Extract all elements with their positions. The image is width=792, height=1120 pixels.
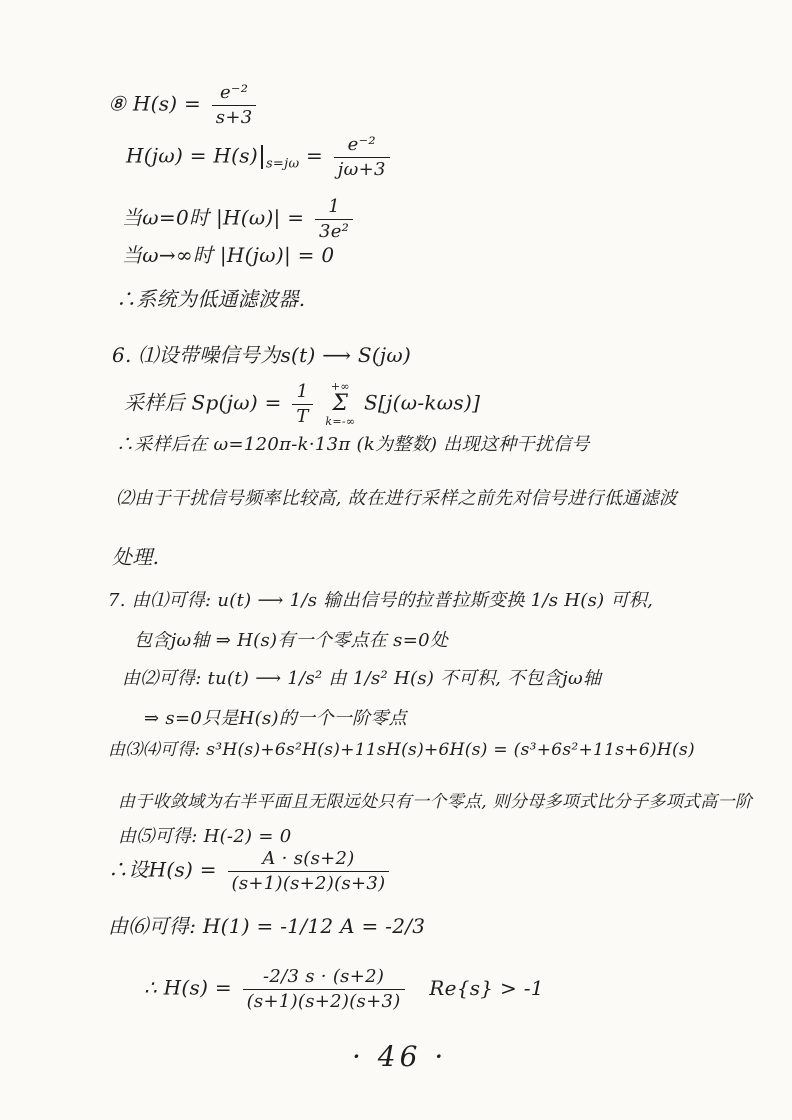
q5-dc-gain-fraction	[315, 196, 353, 242]
q7-final-h-label: ∴ H(s) =	[144, 975, 232, 1000]
q7-step1: 7. 由⑴可得: u(t) ⟶ 1/s 输出信号的拉普拉斯变换 1/s H(s) 可积,	[108, 590, 654, 611]
q7-final-fraction	[243, 966, 405, 1012]
fraction-denominator: s+3	[215, 106, 253, 128]
q6-sampled-spectrum	[124, 380, 480, 428]
q5-h-s-label: ⑧ H(s) =	[108, 91, 202, 116]
evaluation-bar	[261, 145, 263, 169]
summation-symbol: Σ	[332, 391, 349, 417]
fraction-numerator: 1	[292, 381, 312, 405]
fraction-denominator: 3e²	[318, 220, 350, 242]
q5-h-s-fraction	[212, 82, 257, 128]
summation-upper-limit: +∞	[330, 380, 350, 393]
q5-h-jw-fraction	[334, 134, 390, 180]
fraction-numerator: 1	[315, 196, 353, 220]
q6-summation	[325, 380, 355, 428]
evaluation-subscript: s=jω	[265, 156, 300, 172]
summation-lower-limit: k=-∞	[325, 415, 356, 429]
q5-h-jw-label: H(jω) = H(s)	[126, 143, 258, 168]
q7-step3: 由⑶⑷可得: s³H(s)+6s²H(s)+11sH(s)+6H(s) = (s³+6s²+11s+6)H(s)	[108, 740, 695, 760]
q6-sp-label: 采样后 Sp(jω) =	[124, 390, 282, 415]
q7-step5: 由⑸可得: H(-2) = 0	[118, 826, 292, 847]
q6-part2-answer: ⑵由于干扰信号频率比较高, 故在进行采样之前先对信号进行低通滤波	[116, 488, 678, 509]
fraction-numerator: e⁻²	[212, 82, 257, 106]
equals-sign: =	[306, 143, 324, 168]
fraction-denominator: (s+1)(s+2)(s+3)	[246, 990, 401, 1012]
q6-part1-conclusion: ∴采样后在 ω=120π-k·13π (k为整数) 出现这种干扰信号	[116, 434, 590, 455]
fraction-denominator: jω+3	[337, 158, 386, 180]
q6-one-over-t	[292, 381, 312, 427]
q7-step1-result: 包含jω轴 ⇒ H(s)有一个零点在 s=0处	[134, 630, 449, 651]
fraction-denominator: (s+1)(s+2)(s+3)	[231, 872, 386, 894]
q7-step6: 由⑹可得: H(1) = -1/12 A = -2/3	[108, 914, 426, 938]
q6-part1-setup: 6. ⑴设带噪信号为s(t) ⟶ S(jω)	[112, 343, 412, 367]
fraction-numerator: -2/3 s · (s+2)	[243, 966, 405, 990]
q7-roc-reasoning: 由于收敛域为右半平面且无限远处只有一个零点, 则分母多项式比分子多项式高一阶	[118, 792, 753, 812]
q5-conclusion: ∴系统为低通滤波器.	[116, 287, 306, 311]
q5-transfer-function	[108, 82, 260, 128]
q5-frequency-response	[126, 134, 394, 180]
q6-part2-answer-end: 处理.	[112, 545, 160, 569]
q5-dc-gain-line	[122, 196, 357, 242]
q6-shifted-spectrum: S[j(ω-kωs)]	[364, 390, 481, 415]
q7-step2: 由⑵可得: tu(t) ⟶ 1/s² 由 1/s² H(s) 不可积, 不包含jω轴	[122, 668, 602, 689]
page-number: · 46 ·	[352, 1040, 448, 1073]
q7-region-of-convergence: Re{s} > -1	[429, 975, 544, 1000]
q7-assumed-form	[108, 848, 393, 894]
q5-dc-gain-label: 当ω=0时 |H(ω)| =	[122, 205, 305, 230]
fraction-denominator: T	[296, 405, 309, 427]
q7-assumed-h-label: ∴设H(s) =	[108, 857, 217, 882]
q7-assumed-fraction	[228, 848, 390, 894]
fraction-numerator: A · s(s+2)	[228, 848, 390, 872]
fraction-numerator: e⁻²	[334, 134, 390, 158]
q7-final-answer	[144, 966, 544, 1012]
q5-infinite-gain-line: 当ω→∞时 |H(jω)| = 0	[122, 243, 335, 267]
q7-step2-result: ⇒ s=0只是H(s)的一个一阶零点	[144, 708, 407, 729]
